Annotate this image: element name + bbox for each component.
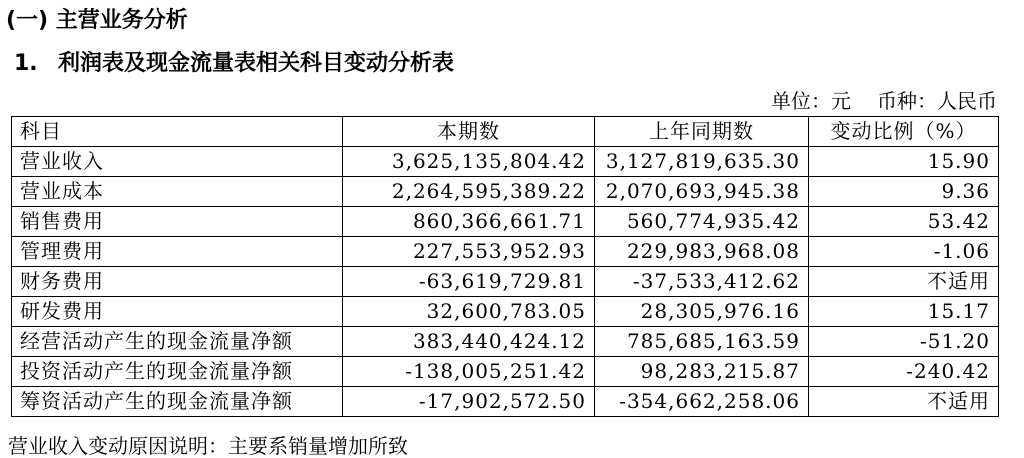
row-item-cell: 财务费用 [12, 267, 343, 297]
table-row [12, 357, 999, 387]
column-header-item: 科目 [12, 117, 343, 147]
row-current-value-cell: 2,264,595,389.22 [343, 177, 595, 207]
income-cashflow-change-table [11, 116, 999, 417]
table-header-row [12, 117, 999, 147]
column-header-change: 变动比例（%） [809, 117, 999, 147]
row-prior-value-cell: 3,127,819,635.30 [595, 147, 809, 177]
row-change-ratio-cell: 9.36 [809, 177, 999, 207]
currency-label: 币种：人民币 [877, 89, 997, 113]
row-prior-value-cell: 229,983,968.08 [595, 237, 809, 267]
row-prior-value-cell: -37,533,412.62 [595, 267, 809, 297]
row-item-cell: 投资活动产生的现金流量净额 [12, 357, 343, 387]
row-change-ratio-cell: -1.06 [809, 237, 999, 267]
row-change-ratio-cell: 不适用 [809, 267, 999, 297]
row-current-value-cell: 32,600,783.05 [343, 297, 595, 327]
table-title-text: 利润表及现金流量表相关科目变动分析表 [58, 51, 455, 76]
section-heading: (一) 主营业务分析 [6, 8, 188, 33]
row-change-ratio-cell: 不适用 [809, 387, 999, 417]
row-item-cell: 销售费用 [12, 207, 343, 237]
table-row [12, 207, 999, 237]
table-row [12, 177, 999, 207]
row-item-cell: 经营活动产生的现金流量净额 [12, 327, 343, 357]
row-change-ratio-cell: 15.90 [809, 147, 999, 177]
row-current-value-cell: -63,619,729.81 [343, 267, 595, 297]
row-item-cell: 营业收入 [12, 147, 343, 177]
row-prior-value-cell: 28,305,976.16 [595, 297, 809, 327]
row-change-ratio-cell: -51.20 [809, 327, 999, 357]
unit-label: 单位：元 [771, 89, 851, 113]
column-header-prior: 上年同期数 [595, 117, 809, 147]
table-row [12, 267, 999, 297]
row-item-cell: 营业成本 [12, 177, 343, 207]
table-row [12, 387, 999, 417]
row-change-ratio-cell: 53.42 [809, 207, 999, 237]
row-prior-value-cell: 560,774,935.42 [595, 207, 809, 237]
table-row [12, 237, 999, 267]
row-current-value-cell: 860,366,661.71 [343, 207, 595, 237]
unit-currency-line [771, 87, 997, 115]
row-change-ratio-cell: 15.17 [809, 297, 999, 327]
table-row [12, 297, 999, 327]
column-header-current: 本期数 [343, 117, 595, 147]
row-prior-value-cell: -354,662,258.06 [595, 387, 809, 417]
row-current-value-cell: 227,553,952.93 [343, 237, 595, 267]
row-current-value-cell: 383,440,424.12 [343, 327, 595, 357]
row-prior-value-cell: 785,685,163.59 [595, 327, 809, 357]
table-title-number: 1. [14, 51, 38, 76]
row-change-ratio-cell: -240.42 [809, 357, 999, 387]
table-row [12, 327, 999, 357]
row-item-cell: 筹资活动产生的现金流量净额 [12, 387, 343, 417]
row-item-cell: 研发费用 [12, 297, 343, 327]
row-item-cell: 管理费用 [12, 237, 343, 267]
row-prior-value-cell: 98,283,215.87 [595, 357, 809, 387]
table-title [14, 49, 454, 79]
row-current-value-cell: 3,625,135,804.42 [343, 147, 595, 177]
row-current-value-cell: -17,902,572.50 [343, 387, 595, 417]
row-prior-value-cell: 2,070,693,945.38 [595, 177, 809, 207]
trailing-text: 营业收入变动原因说明：主要系销量增加所致 [8, 434, 408, 458]
row-current-value-cell: -138,005,251.42 [343, 357, 595, 387]
table-row [12, 147, 999, 177]
